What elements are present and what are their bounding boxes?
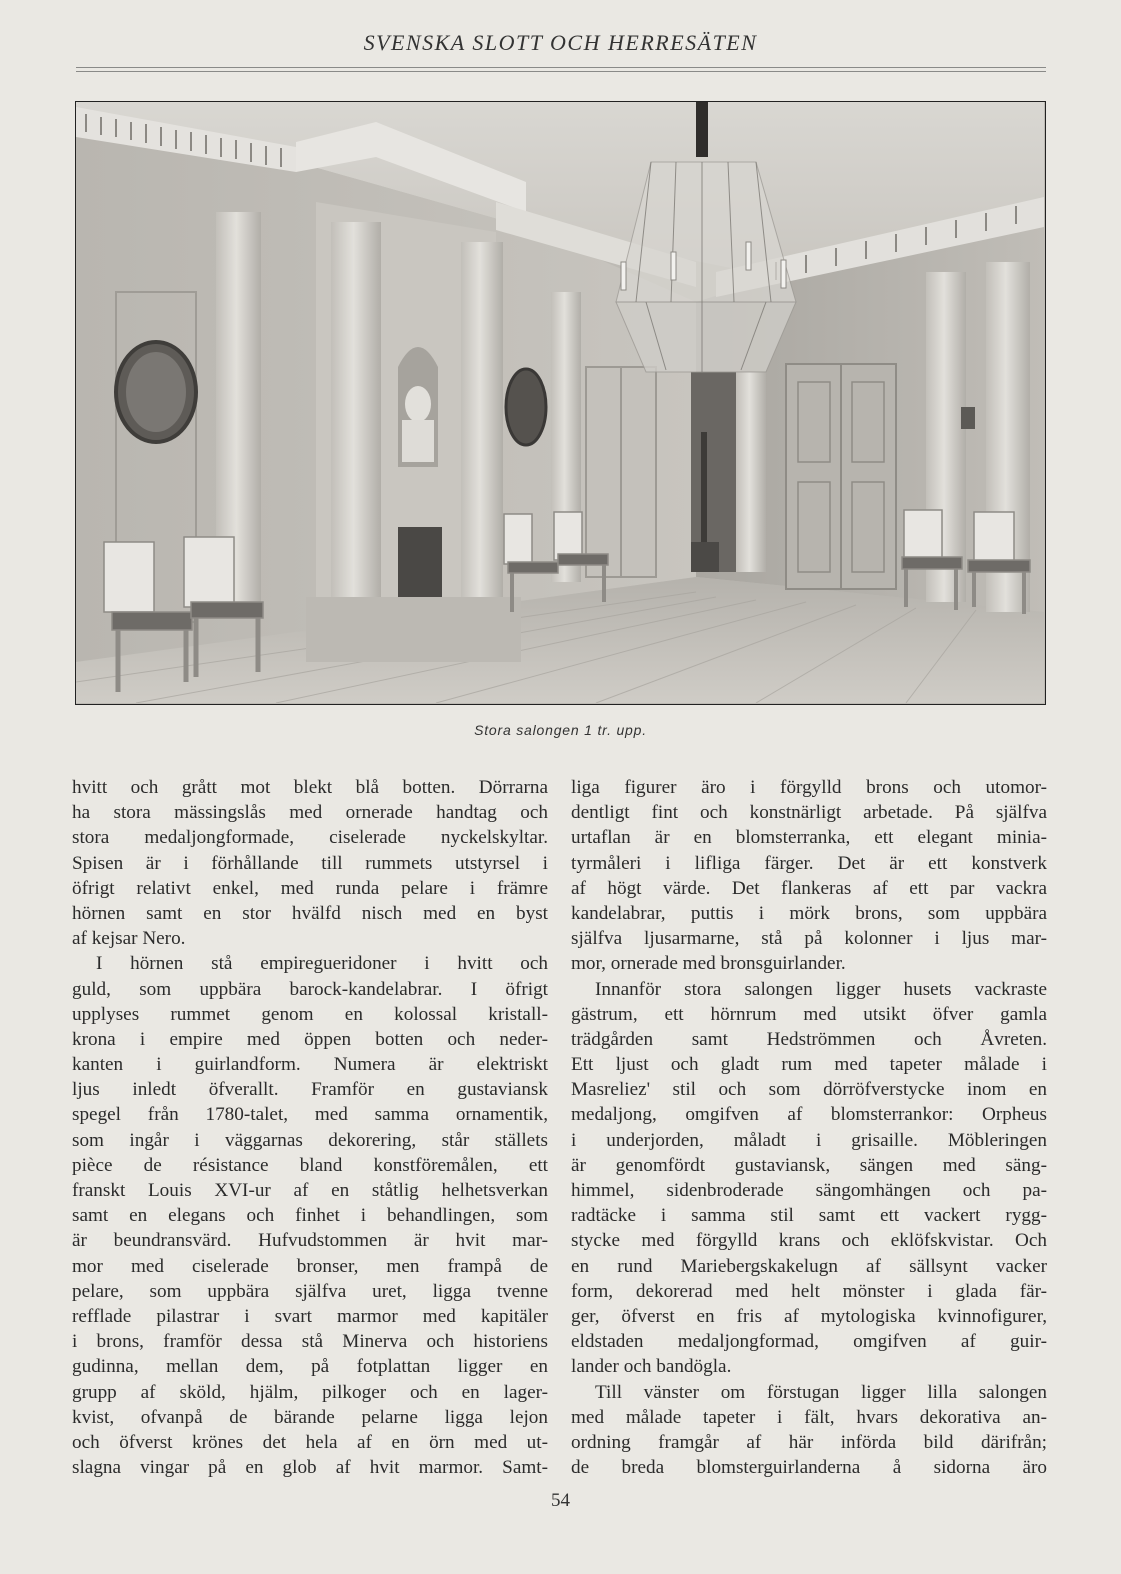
running-title: SVENSKA SLOTT OCH HERRESÄTEN — [363, 30, 758, 55]
hearth — [306, 597, 521, 662]
text-line: en rund Mariebergskakelugn af sällsynt vacker — [571, 1255, 1047, 1277]
pilaster — [736, 372, 766, 572]
text-line: hörnen samt en stor hvälfd nisch med en byst — [72, 902, 548, 924]
text-line: hvitt och grått mot blekt blå botten. Dörrarna — [72, 777, 548, 798]
header-rule-top — [76, 67, 1046, 68]
text-line: eldstaden medaljongformad, omgifven af guir- — [571, 1331, 1047, 1353]
text-line: kvist, ofvanpå de bärande pelarne ligga lejon — [72, 1406, 548, 1428]
text-line: radtäcke i samma stil samt ett vackert rygg- — [571, 1205, 1047, 1227]
bust-base — [402, 420, 434, 462]
text-line: medaljong, omgifven af blomsterrankor: Orpheus — [571, 1104, 1047, 1126]
text-line: mor, ornerade med bronsguirlander. — [571, 953, 846, 975]
column — [461, 242, 503, 597]
text-line: i underjorden, måladt i grisaille. Möbleringen — [571, 1129, 1047, 1151]
text-line: tyrmåleri i lifliga färger. Det är ett konstverk — [571, 852, 1047, 874]
text-line: mor med ciselerade bronser, men frampå de — [72, 1255, 548, 1277]
page-number: 54 — [551, 1490, 570, 1511]
bust — [405, 386, 431, 422]
text-line: i brons, framför dessa stå Minerva och historiens — [72, 1331, 548, 1353]
text-line: själfva ljusarmarne, stå på kolonner i ljus mar- — [571, 928, 1047, 950]
text-line: guld, som uppbära barock-kandelabrar. I öfrigt — [72, 978, 548, 1000]
text-line: och öfverst krönes det hela af en örn med ut- — [72, 1431, 548, 1453]
text-line: kandelabrar, puttis i mörk brons, som uppbära — [571, 902, 1047, 924]
figure-caption: Stora salongen 1 tr. upp. — [474, 722, 647, 738]
text-line: liga figurer äro i förgylld brons och utomor- — [571, 777, 1047, 798]
gueridon — [701, 432, 707, 547]
text-line: som ingår i väggarnas dekorering, står ställets — [72, 1129, 548, 1151]
text-line: de breda blomsterguirlanderna å sidorna äro — [571, 1457, 1047, 1479]
text-line: med målade tapeter i fält, hvars dekorativa an- — [571, 1406, 1047, 1428]
portrait-right — [506, 369, 546, 445]
text-line: urtaflan är en blomsterranka, ett elegant minia- — [571, 827, 1047, 849]
text-line: upplyses rummet genom en kolossal kristall- — [72, 1003, 548, 1025]
text-line: öfrigt relativt enkel, med runda pelare i främre — [72, 877, 548, 899]
header-rule-bottom — [76, 71, 1046, 72]
sconce — [961, 407, 975, 429]
text-line: stora medaljongformade, ciselerade nyckelskyltar. — [72, 827, 548, 849]
text-line: ljus inledt öfverallt. Framför en gustaviansk — [72, 1079, 548, 1101]
text-line: Innanför stora salongen ligger husets vackraste — [595, 978, 1047, 1000]
text-line: Ett ljust och gladt rum med tapeter målade i — [571, 1054, 1047, 1076]
text-line: gudinna, mellan dem, på fotplattan ligger en — [72, 1356, 548, 1378]
text-line: spegel från 1780-talet, med samma ornamentik, — [72, 1104, 548, 1126]
text-line: kanten i guirlandform. Numera är elektriskt — [72, 1054, 548, 1076]
text-line: Till vänster om förstugan ligger lilla salongen — [595, 1381, 1047, 1403]
text-line: ger, öfverst en fris af mytologiska kvinnofigurer, — [571, 1305, 1047, 1327]
text-line: ordning framgår af här införda bild därifrån; — [571, 1431, 1047, 1453]
body-column-left — [72, 775, 548, 1480]
text-line: är beundransvärd. Hufvudstommen är hvit mar- — [72, 1230, 548, 1252]
text-line: pièce de résistance bland konstföremålen, ett — [72, 1154, 548, 1176]
text-line: Spisen är i förhållande till rummets utstyrsel i — [72, 852, 548, 874]
text-line: krona i empire med öppen botten och neder- — [72, 1028, 548, 1050]
text-line: af kejsar Nero. — [72, 928, 186, 950]
text-line: dentligt fint och konstnärligt arbetade. På själfva — [571, 802, 1047, 824]
fireplace — [398, 527, 442, 602]
body-column-right — [571, 775, 1047, 1480]
text-line: stycke med förgylld krans och eklöfskvistar. Och — [571, 1230, 1047, 1252]
text-line: trädgården samt Hedströmmen och Åvreten. — [571, 1028, 1047, 1050]
text-line: refflade pilastrar i svart marmor med kapitäler — [72, 1305, 548, 1327]
text-line: franskt Louis XVI-ur af en ståtlig helhetsverkan — [72, 1180, 548, 1201]
text-line: pelare, som uppbära själfva uret, ligga tvenne — [72, 1280, 548, 1302]
text-line: samt en elegans och finhet i behandlingen, som — [72, 1205, 548, 1227]
text-line: är genomfördt gustaviansk, sängen med säng- — [571, 1154, 1047, 1176]
salon-photograph — [75, 101, 1046, 705]
text-line: form, dekorerad med helt mönster i glada fär- — [571, 1280, 1047, 1302]
text-line: himmel, sidenbroderade sängomhängen och pa- — [571, 1180, 1047, 1201]
text-line: I hörnen stå empiregueridoner i hvitt och — [96, 953, 548, 975]
text-line: ha stora mässingslås med ornerade handtag och — [72, 802, 548, 824]
text-line: slagna vingar på en glob af hvit marmor. Samt- — [72, 1457, 548, 1479]
text-line: lander och bandögla. — [571, 1356, 732, 1378]
text-line: Masreliez' stil och som dörröfverstycke inom en — [571, 1079, 1047, 1101]
text-line: grupp af sköld, hjälm, pilkoger och en lager- — [72, 1381, 548, 1403]
text-line: af högt värde. Det flankeras af ett par vackra — [571, 877, 1047, 899]
column — [331, 222, 381, 622]
text-line: gästrum, ett hörnrum med utsikt öfver gamla — [571, 1003, 1047, 1025]
